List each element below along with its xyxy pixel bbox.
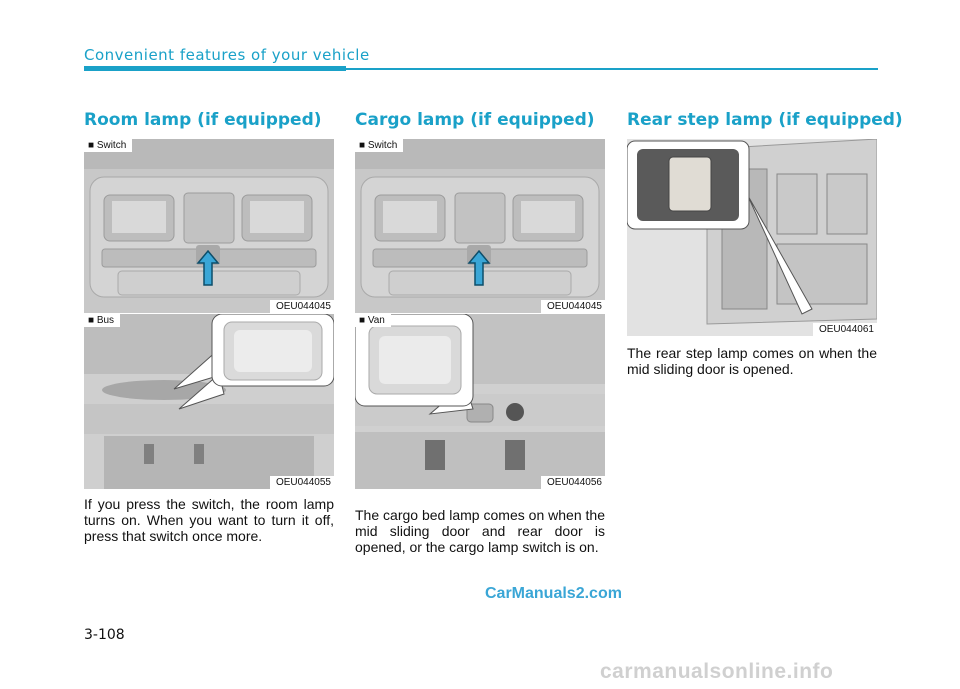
overhead-console-illustration bbox=[84, 139, 334, 313]
figure-code: OEU044061 bbox=[813, 323, 877, 336]
header-rule-thin bbox=[346, 68, 878, 70]
figure-tag: ■ Switch bbox=[355, 139, 403, 152]
switch-figure-room bbox=[84, 139, 334, 313]
overhead-console-illustration bbox=[355, 139, 605, 313]
figure-code: OEU044055 bbox=[270, 476, 334, 489]
rear-step-figure bbox=[627, 139, 877, 336]
watermark: CarManuals2.com bbox=[485, 585, 622, 602]
header-rule-thick bbox=[84, 66, 346, 71]
figure-code: OEU044045 bbox=[541, 300, 605, 313]
room-lamp-title: Room lamp (if equipped) bbox=[84, 110, 322, 130]
figure-tag: ■ Bus bbox=[84, 314, 120, 327]
bus-interior-illustration bbox=[84, 314, 334, 489]
cargo-lamp-title: Cargo lamp (if equipped) bbox=[355, 110, 595, 130]
cargo-lamp-description: The cargo bed lamp comes on when the mid sliding door and rear door is opened, or the cargo lamp switch is on. bbox=[355, 507, 605, 555]
room-lamp-description: If you press the switch, the room lamp turns on. When you want to turn it off, press that switch once more. bbox=[84, 496, 334, 544]
bus-figure bbox=[84, 314, 334, 489]
figure-code: OEU044056 bbox=[541, 476, 605, 489]
rear-step-lamp-description: The rear step lamp comes on when the mid sliding door is opened. bbox=[627, 345, 877, 377]
figure-code: OEU044045 bbox=[270, 300, 334, 313]
figure-tag: ■ Switch bbox=[84, 139, 132, 152]
section-title: Convenient features of your vehicle bbox=[84, 46, 370, 64]
switch-figure-cargo bbox=[355, 139, 605, 313]
van-side-door-illustration bbox=[627, 139, 877, 336]
van-cargo-illustration bbox=[355, 314, 605, 489]
rear-step-lamp-title: Rear step lamp (if equipped) bbox=[627, 110, 903, 130]
figure-tag: ■ Van bbox=[355, 314, 391, 327]
van-figure bbox=[355, 314, 605, 489]
page-number: 3-108 bbox=[84, 627, 125, 643]
site-watermark: carmanualsonline.info bbox=[600, 660, 834, 683]
